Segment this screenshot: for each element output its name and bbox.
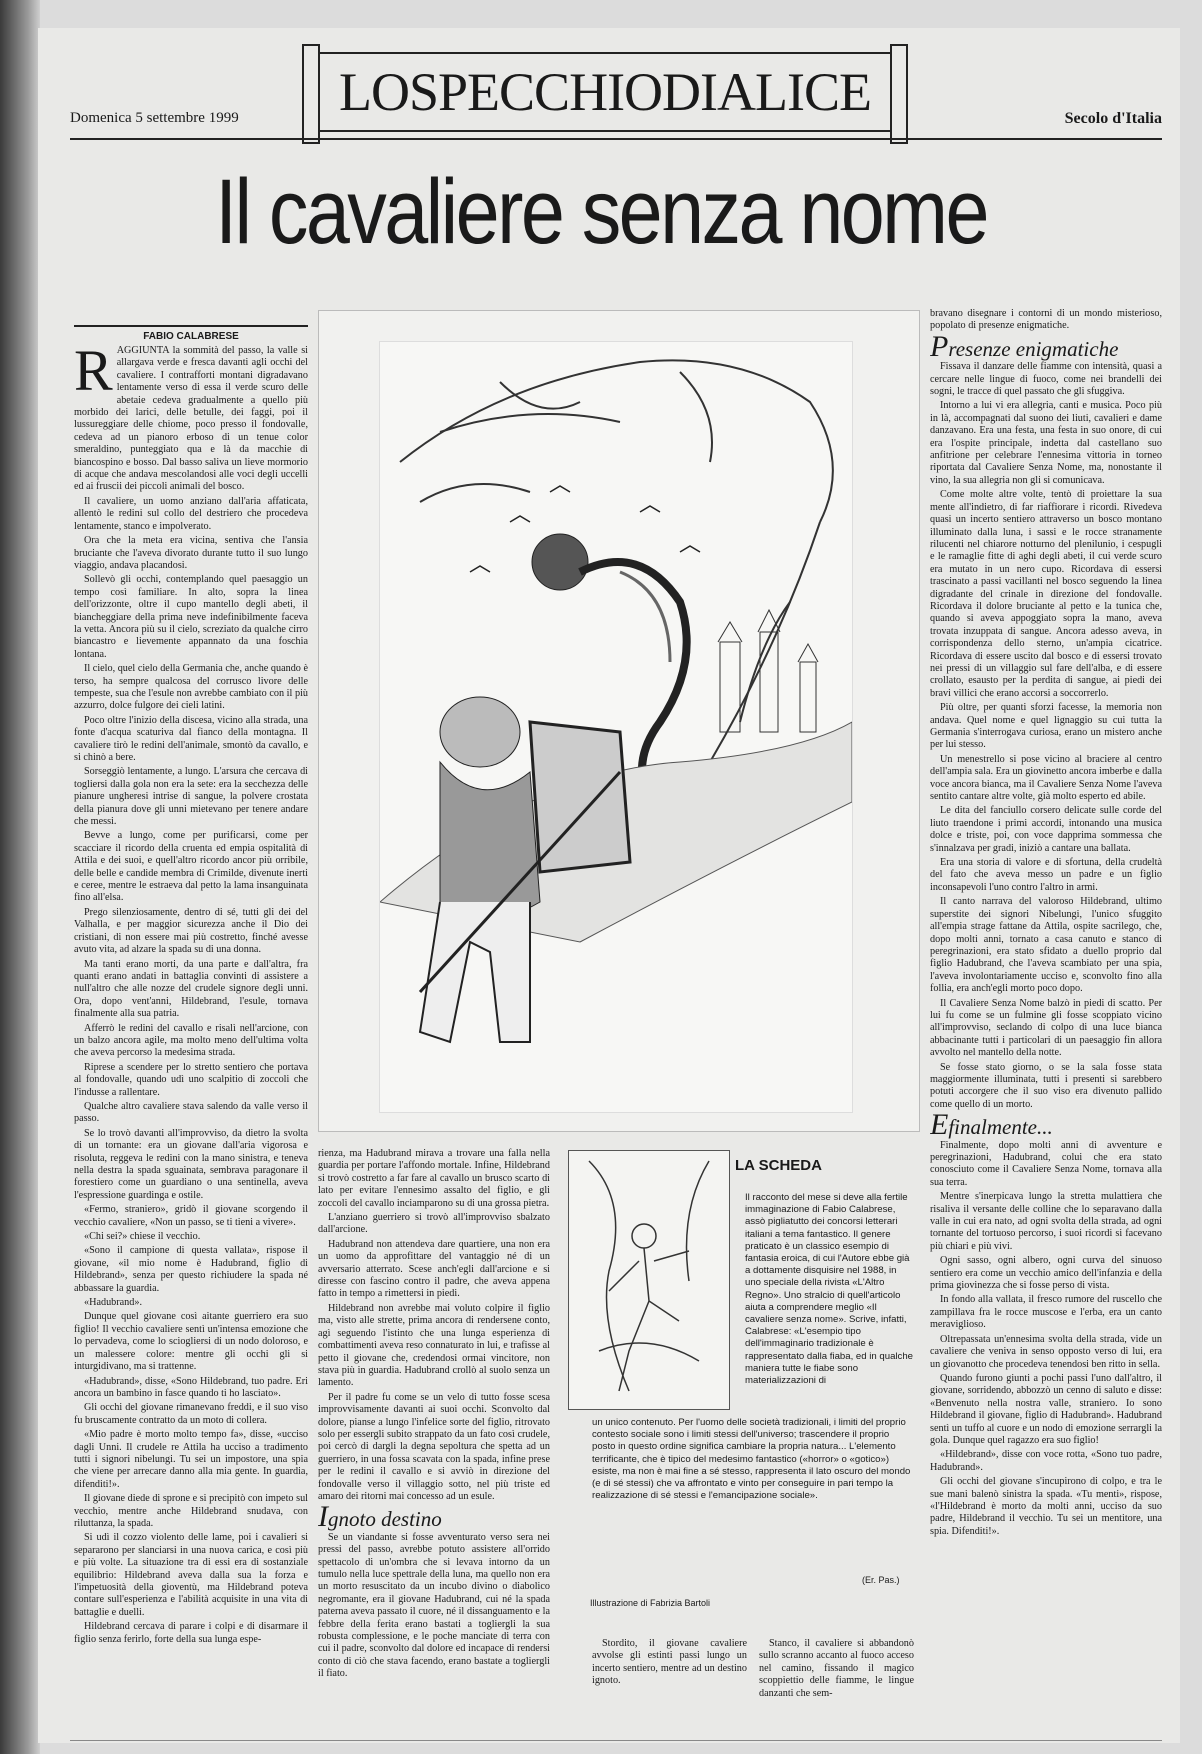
newspaper-name: Secolo d'Italia — [1064, 110, 1162, 127]
footer-rule — [70, 1740, 1162, 1741]
article-column-1: RAGGIUNTA la sommità del passo, la valle si allargava verde e fresca davanti agli occhi del cavaliere. I contrafforti montani digradavano lentamente verso di essa il verde scuro delle abetaie cedeva gradualmente a quello più morbido dei larici, delle betulle, dei faggi, poi il lussureggiare delle chiome, poco presso il fondovalle, cedeva ad un pianoro erboso di un tenue color smeraldino, punteggiato qua e là da macchie di biancospino e bosso. Dal basso saliva un lieve mormorio di acque che andava mescolandosi alle voci degli uccelli ed ai fruscii dei piccoli animali del bosco. Il cavaliere, un uomo anziano dall'aria affaticata, allentò le redini sul collo del destriero che procedeva lentamente, stanco e impolverato. Ora che la meta era vicina, sentiva che l'ansia bruciante che l'aveva divorato durante tutto il suo lungo viaggio, andava placandosi. Sollevò gli occhi, contemplando quel paesaggio un tempo così familiare. In alto, sopra la linea dell'orizzonte, oltre il cupo mantello degli abeti, il biancheggiare della prima neve indefinibilmente faceva la vetta. Ancora più su il cielo, screziato da qualche cirro biancastro e lievemente appannato da una foschia lontana. Il cielo, quel cielo della Germania che, anche quando è terso, ha sempre qualcosa del corrusco livore delle tempeste, sua che l'esule non avrebbe cambiato con il più azzurro, dolce fulgore dei cieli latini. Poco oltre l'inizio della discesa, vicino alla strada, una fonte d'acqua scaturiva dal fianco della montagna. Il cavaliere tirò le redini dell'animale, smontò da cavallo, e si chinò a bere. Sorseggiò lentamente, a lungo. L'arsura che cercava di togliersi dalla gola non era la sete: era la secchezza delle pianure ungheresi intrise di sangue, la polvere crostata della pianura dove gli unni mietevano per tenere andare che messi. Bevve a lungo, come per purificarsi, come per scacciare il ricordo della cruenta ed empia ospitalità di Attila e dei suoi, e quell'altro ricordo ancor più orribile, delle belle e candide membra di Crimilde, divenute inerti e ceree, mentre le estraeva dal petto la lama insanguinata fino all'elsa. Prego silenziosamente, dentro di sé, tutti gli dei del Valhalla, e per maggior sicurezza anche il Dio dei cristiani, di non essere mai più costretto, finché avesse avuto vita, ad alzare la spada su di una donna. Ma tanti erano morti, da una parte e dall'altra, fra quanti erano andati in battaglia convinti di assistere a null'altro che alle nozze del crudele signore degli unni. Ora, dopo vent'anni, Hildebrand, l'esule, tornava finalmente alla sua patria. Afferrò le redini del cavallo e risalì nell'arcione, con un balzo ancora agile, ma molto meno dell'ultima volta che aveva percorso la medesima strada. Riprese a scendere per lo stretto sentiero che portava al fondovalle, quando udì uno scalpitio di zoccoli che l'indusse a rallentare. Qualche altro cavaliere stava salendo da valle verso il passo. Se lo trovò davanti all'improvviso, da dietro la svolta di un tornante: era un giovane dall'aria vigorosa e risoluta, reggeva le redini con la mano sinistra, e teneva nella destra la spada sguainata, sembrava paragonare il forestiero come un guardiano o una sentinella, aveva l'espressione guardinga e ostile. «Fermo, straniero», gridò il giovane scorgendo il vecchio cavaliere, «Non un passo, se ti tieni a vivere». «Chi sei?» chiese il vecchio. «Sono il campione di questa vallata», rispose il giovane, «il mio nome è Hadubrand, figlio di Hildebrand», senza per questo richiudere la spada né abbassare la guardia. «Hadubrand». Dunque quel giovane così aitante guerriero era suo figlio! Il vecchio cavaliere sentì un'intensa emozione che lo pervadeva, come lo sciogliersi di un nodo doloroso, e un malessere colore: mentre gli occhi gli si inturgidivano, ma si trattenne. «Hadubrand», disse, «Sono Hildebrand, tuo padre. Eri ancora un bambino in fasce quando ti ho lasciato». Gli occhi del giovane rimanevano freddi, e il suo viso fu bruscamente contratto da un moto di collera. «Mio padre è morto molto tempo fa», disse, «ucciso dagli Unni. Il crudele re Attila ha ucciso a tradimento tutti i signori nibelungi. Tu sei un impostore, una spia che viene per arrecare danno alla mia gente. In guardia, difenditi!». Il giovane diede di sprone e si precipitò con impeto sul vecchio, mentre anche Hildebrand snudava, con riluttanza, la spada. Si udì il cozzo violento delle lame, poi i cavalieri si separarono per slanciarsi in una nuova carica, e così più e più volte. La situazione tra di essi era di sostanziale equilibrio: Hildebrand aveva dalla sua la forza e l'impetuosità della gioventù, ma Hildebrand poteva contare sull'esperienza e l'abilità acquisite in una vita di battaglie e duelli. Hildebrand cercava di parare i colpi e di disarmare il figlio senza ferirlo, forte della sua lunga espe- — [74, 345, 308, 1645]
knight-dragon-drawing — [380, 342, 852, 1112]
subheading-presenze-enigmatiche: Presenze enigmatiche — [930, 329, 1119, 363]
illustration-frame — [379, 341, 853, 1113]
subheading-ignoto-destino: Ignoto destino — [318, 1500, 442, 1534]
scheda-signature: (Er. Pas.) — [862, 1575, 900, 1585]
page-shadow-strip — [0, 0, 40, 1754]
scheda-title: LA SCHEDA — [735, 1157, 822, 1174]
drop-cap: R — [74, 345, 113, 403]
issue-date: Domenica 5 settembre 1999 — [70, 110, 239, 126]
article-column-3: Stordito, il giovane cavaliere avvolse gli estinti passi lungo un incerto sentiero, mentre ad un destino ignoto. Stanco, il cavaliere si abbandonò sullo scranno accanto al fuoco acceso nel camino, fissando il magico scoppiettio delle fiamme, le lingue danzanti che sem- — [592, 1638, 914, 1699]
warrior-woman-illustration — [568, 1150, 730, 1410]
scheda-text-continued: un unico contenuto. Per l'uomo delle società tradizionali, i limiti del proprio contesto sociale sono i limiti stessi dell'universo; trascendere il proprio posto in questo ordine significa cambiare la propria natura... L'elemento terrificante, che è tipico del medesimo fantastico («horror» o «gotico») esiste, ma non è mai fine a sé stesso, rappresenta il lato oscuro del mondo (e di sé stessi) che va affrontato e vinto per conseguire in pari tempo la realizzazione di sé stessi e l'emancipazione sociale». — [592, 1417, 911, 1502]
knight-dragon-illustration — [318, 310, 920, 1132]
illustration-credit: Illustrazione di Fabrizia Bartoli — [590, 1598, 711, 1608]
warrior-woman-drawing — [569, 1151, 729, 1409]
author-byline: FABIO CALABRESE — [74, 325, 308, 342]
subheading-finalmente: Efinalmente... — [930, 1108, 1053, 1142]
scheda-text: Il racconto del mese si deve alla fertile immaginazione di Fabio Calabrese, assò pigliatutto dei concorsi letterari italiani a tema fantastico. Il genere praticato è un classico esempio di fantasia eroica, di cui l'Autore ebbe già a dottamente disquisire nel 1988, in uno speciale della rivista «L'Altro Regno». Uno stralcio di quell'articolo aiuta a comprendere meglio «Il cavaliere senza nome». Scrive, infatti, Calabrese: «L'esempio tipo dell'immaginario tradizionale è rappresentato dalla fiaba, ed in qualche maniera tutte le fiabe sono materializzazioni di — [745, 1192, 914, 1387]
article-column-2: rienza, ma Hadubrand mirava a trovare una falla nella guardia per portare l'affondo mortale. Infine, Hildebrand si trovò costretto a far fare al cavallo un brusco scarto di lato per evitare l'ennesimo assalto del figlio, e gli zoccoli del cavallo inciamparono su di una grossa pietra. L'anziano guerriero si trovò all'improvviso sbalzato dall'arcione. Hadubrand non attendeva dare quartiere, una non era un uomo da approfittare del vantaggio né di un avversario atterrato. Scese anch'egli dall'arcione e si diresse con fascino contro il padre, che aveva appena fatto in tempo a rimettersi in piedi. Hildebrand non avrebbe mai voluto colpire il figlio ma, visto alle strette, prima ancora di rendersene conto, agì seguendo l'istinto che una lunga esperienza di combattimenti aveva reso connaturato in lui, e trafisse al petto il giovane che, credendosi ormai vincitore, non stava più in guardia. Hadubrand crollò al suolo senza un lamento. Per il padre fu come se un velo di tutto fosse scesa improvvisamente davanti ai suoi occhi. Sconvolto dal dolore, pianse a lungo l'infelice sorte del figlio, ritrovato solo per essergli subito strappato da un fato così crudele, poi cercò di dargli la degna sepoltura che spetta ad un guerriero, in una fossa scavata con la spada, infine prese per le redini il cavallo e si avviò in direzione del fondovalle verso il villaggio sotto, nel più triste ed amaro dei ritorni mai concesso ad un esule. Ignoto destino Se un viandante si fosse avventurato verso sera nei pressi del passo, avrebbe potuto assistere all'orrido spettacolo di un'ombra che si levava intorno da un tumulo nella luce spettrale della luna, ma quello non era un morto resuscitato da un incubo divino o diabolico negromante, era il giovane Hadubrand, cui né la spada paterna aveva passato il cuore, né il dissanguamento e la febbre della ferita erano bastati a togliergli la sua robusta complessione, e le poche manciate di terra con cui il padre, sconvolto dal dolore ed incapace di rendersi conto di ciò che stava facendo, erano bastate a togliergli il fiato. — [318, 1148, 550, 1680]
headline: Il cavaliere senza nome — [215, 161, 987, 263]
article-column-4: bravano disegnare i contorni di un mondo misterioso, popolato di presenze enigmatiche. Presenze enigmatiche Fissava il danzare delle fiamme con intensità, quasi a cercare nelle lingue di fuoco, come nei brandelli dei sogni, le tracce di quel passato che gli sfuggiva. Intorno a lui vi era allegria, canti e musica. Poco più in là, accompagnati dal suono dei liuti, cavalieri e dame danzavano. Era una festa, una festa in suo onore, di cui era l'ospite principale, indetta dal castellano suo anfitrione per celebrare l'ennesima vittoria in torneo riportata dal Cavaliere Senza Nome, ma, nonostante il vino, la sua allegria non gli si comunicava. Come molte altre volte, tentò di proiettare la sua mente all'indietro, di far riaffiorare i ricordi. Rivedeva quasi un incerto sentiero attraverso un bosco montano illuminato dalla luna, i sassi e le rocce stranamente rilucenti nel chiarore notturno del plenilunio, i cespugli e le ramaglie fitte di aghi degli abeti, il cui verde scuro era mutato in un nero cupo. Ricordava di essersi trascinato a passi vacillanti nel bosco seguendo la linea digradante del crinale in direzione del fondovalle. Ricordava il dolore bruciante al petto e la tunica che, quando si aveva appoggiato sopra la mano, aveva trovata inzuppata di sangue. Ancora adesso aveva, in corrispondenza dello sterno, un'ampia cicatrice. Ricordava di essere uscito dal bosco e di essersi trovato nei pressi di un villaggio sul fare dell'alba, e di essere crollato, esausto per la perdita di sangue, ai piedi dei bravi villici che erano accorsi a soccorrerlo. Più oltre, per quanti sforzi facesse, la memoria non andava. Quel nome e quel lignaggio su cui tutta la Germania s'interrogava curiosa, erano un mistero anche per lui stesso. Un menestrello si pose vicino al braciere al centro dell'ampia sala. Era un giovinetto ancora imberbe e dalla voce ancora bianca, ma il Cavaliere Senza Nome l'aveva sentito cantare altre volte, già molto esperto ed abile. Le dita del fanciullo corsero delicate sulle corde del liuto traendone i primi accordi, intonando una musica dolce e triste, poi, con voce dapprima sommessa che s'innalzava per gradi, iniziò a cantare una ballata. Era una storia di valore e di sfortuna, della crudeltà del fato che aveva messo un padre e un figlio inconsapevoli l'uno contro l'altro in armi. Il canto narrava del valoroso Hildebrand, ultimo superstite dei signori Nibelungi, l'unico sfuggito all'empia strage fattane da Attila, ospite sacrilego, che, dopo molti anni, tornato a casa canuto e stanco di peregrinazioni, era stato sfidato a duello proprio dal figlio Hadubrand, che l'aveva scambiato per una spia, l'aveva involontariamente ucciso e, sconvolto fino alla follia, era anch'egli morto poco dopo. Il Cavaliere Senza Nome balzò in piedi di scatto. Per lui fu come se un fulmine gli fosse scoppiato vicino all'improvviso, seclando di colpo di una luce bianca abbacinante tutti i particolari di un paesaggio fin allora avvolto nel mantello della notte. Se fosse stato giorno, o se la sala fosse stata maggiormente illuminata, tutti i presenti si sarebbero potuti accorgere che il suo viso era divenuto pallido come quello di un morto. Efinalmente... Finalmente, dopo molti anni di avventure e peregrinazioni, Hadubrand, colui che era stato conosciuto come il Cavaliere Senza Nome, tornava alla sua terra. Mentre s'inerpicava lungo la stretta mulattiera che risaliva il versante delle colline che lo separavano dalla valle in cui era nato, ad ogni svolta della strada, ad ogni tornante del tortuoso percorso, i suoi ricordi si facevano più chiari e più vivi. Ogni sasso, ogni albero, ogni curva del sinuoso sentiero era come un vecchio amico dell'infanzia e della prima giovinezza che si fosse perso di vista. In fondo alla vallata, il fresco rumore del ruscello che zampillava fra le rocce muscose e l'erba, era un canto meraviglioso. Oltrepassata un'ennesima svolta della strada, vide un cavaliere che veniva in senso opposto verso di lui, era un giovanotto che procedeva tenendosi ben ritto in sella. Quando furono giunti a pochi passi l'uno dall'altro, il giovane, sorridendo, abbozzò un cenno di saluto e disse: «Benvenuto nella nostra valle, straniero. Io sono Hildebrand il giovane, figlio di Hadubrand». Hadubrand sentì un tuffo al cuore e un nodo di emozione serrargli la gola. Dunque quel ragazzo era suo figlio! «Hildebrand», disse con voce rotta, «Sono tuo padre, Hadubrand». Gli occhi del giovane s'incupirono di colpo, e tra le sue mani balenò sinistra la spada. «Tu menti», rispose, «l'Hildebrand è morto da molti anni, ucciso da suo padre, Hildebrand il vecchio. Tu sei un mentitore, una spia. Difenditi!». — [930, 308, 1162, 1537]
header-rule — [70, 138, 1162, 140]
masthead: LOSPECCHIODIALICE — [318, 52, 892, 132]
